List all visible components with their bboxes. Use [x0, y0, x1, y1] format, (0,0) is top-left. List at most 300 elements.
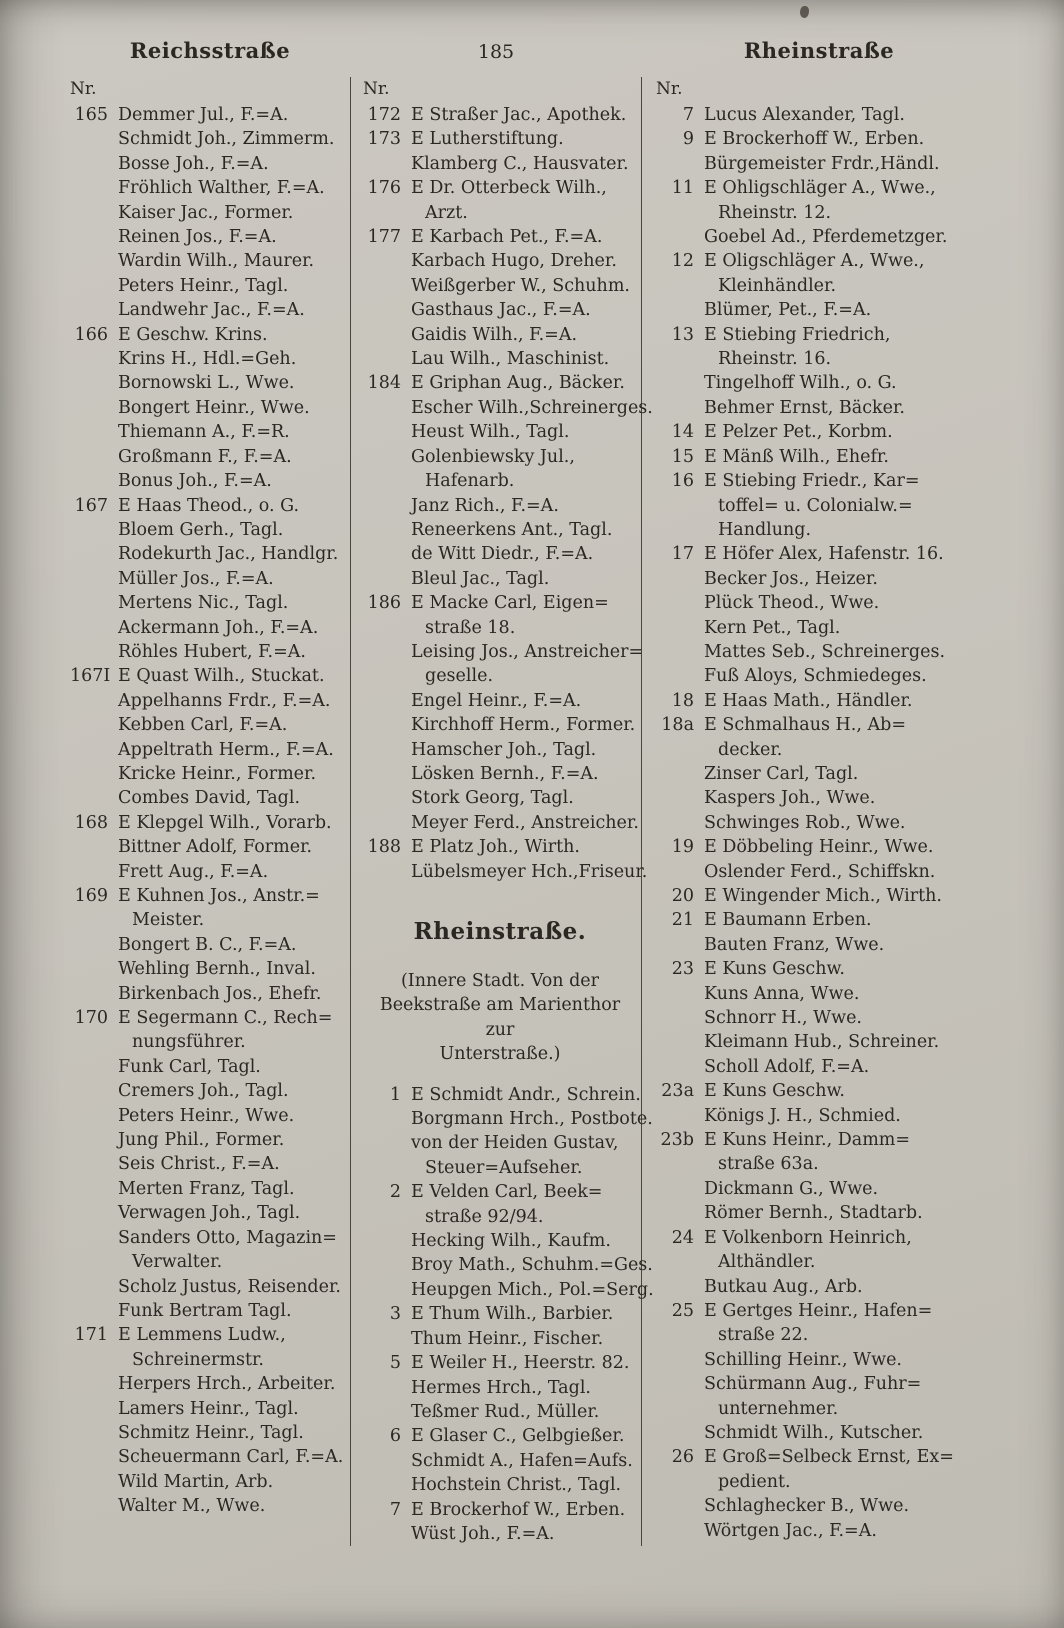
entry-text: E Brockerhof W., Erben.	[411, 1499, 626, 1520]
entry-text: de Witt Diedr., F.=A.	[411, 544, 594, 565]
entry-continuation-line	[656, 1152, 996, 1176]
entry-line	[363, 1083, 641, 1107]
entry-text: E Kuns Geschw.	[704, 1081, 845, 1102]
entry-number: 5	[389, 1353, 401, 1374]
entry-text: Verwalter.	[132, 1252, 223, 1273]
entry-continuation-line	[363, 201, 637, 225]
resident-line	[656, 982, 996, 1006]
resident-line	[363, 567, 637, 591]
entry-text: Karbach Hugo, Dreher.	[411, 251, 617, 272]
resident-line	[70, 542, 344, 566]
entry-text: Scholz Justus, Reisender.	[118, 1276, 341, 1297]
entry-text: Borgmann Hrch., Postbote.	[411, 1109, 653, 1130]
entry-text: Gasthaus Jac., F.=A.	[411, 300, 591, 321]
entry-text: decker.	[718, 739, 783, 760]
columns-container	[70, 77, 996, 1546]
column-2	[350, 77, 654, 1546]
column-3	[642, 77, 996, 1546]
entry-text: Bosse Joh., F.=A.	[118, 153, 269, 174]
entry-text: Goebel Ad., Pferdemetzger.	[704, 227, 948, 248]
entry-number: 176	[367, 178, 401, 199]
resident-line	[70, 1299, 344, 1323]
entry-text: Bloem Gerh., Tagl.	[118, 519, 284, 540]
entry-number: 6	[389, 1426, 401, 1447]
resident-line	[70, 689, 344, 713]
resident-line	[656, 591, 996, 615]
entry-number: 166	[74, 324, 108, 345]
resident-line	[70, 176, 344, 200]
entry-text: Lucus Alexander, Tagl.	[704, 105, 905, 125]
entry-number: 15	[671, 446, 694, 467]
entry-number: 24	[671, 1227, 694, 1248]
entry-text: Heupgen Mich., Pol.=Serg.	[411, 1279, 654, 1300]
entry-text: Ackermann Joh., F.=A.	[118, 617, 319, 638]
entry-continuation-line	[656, 347, 996, 371]
entry-continuation-line	[363, 1156, 637, 1180]
resident-line	[656, 1055, 996, 1079]
entry-text: Hochstein Christ., Tagl.	[411, 1475, 622, 1496]
entry-text: E Griphan Aug., Bäcker.	[411, 373, 625, 394]
entry-text: Bauten Franz, Wwe.	[704, 934, 885, 955]
entry-line	[656, 957, 996, 981]
entry-text: E Döbbeling Heinr., Wwe.	[704, 837, 934, 858]
entry-text: Peters Heinr., Tagl.	[118, 275, 289, 296]
entry-text: Kaspers Joh., Wwe.	[704, 788, 876, 809]
right-street-header: Rheinstraße	[743, 38, 895, 63]
resident-line	[363, 445, 637, 469]
entry-text: E Kuhnen Jos., Anstr.=	[118, 886, 320, 906]
entry-text: Steuer=Aufseher.	[425, 1157, 583, 1178]
entry-number: 3	[389, 1304, 401, 1325]
entry-text: Meister.	[132, 910, 205, 931]
entry-continuation-line	[656, 1470, 996, 1494]
entry-text: E Höfer Alex, Hafenstr. 16.	[704, 544, 944, 565]
resident-line	[363, 689, 637, 713]
resident-line	[70, 1421, 344, 1445]
resident-line	[70, 127, 344, 151]
column-1	[70, 77, 350, 1546]
resident-line	[656, 1494, 996, 1518]
resident-line	[363, 347, 637, 371]
entry-text: Butkau Aug., Arb.	[704, 1276, 863, 1297]
entry-number: 172	[367, 105, 401, 125]
entry-text: Mertens Nic., Tagl.	[118, 593, 289, 614]
entry-continuation-line	[656, 274, 996, 298]
resident-line	[70, 591, 344, 615]
resident-line	[70, 1152, 344, 1176]
resident-line	[363, 762, 637, 786]
entry-line	[363, 103, 637, 127]
resident-line	[363, 1107, 653, 1131]
entry-text: Appelhanns Frdr., F.=A.	[118, 690, 331, 711]
resident-line	[70, 249, 344, 273]
entry-text: E Platz Joh., Wirth.	[411, 837, 580, 858]
entry-number: 177	[367, 227, 401, 248]
entry-continuation-line	[70, 1250, 344, 1274]
resident-line	[656, 640, 996, 664]
resident-line	[363, 1253, 653, 1277]
entry-text: E Kuns Geschw.	[704, 959, 845, 980]
entry-number: 168	[74, 812, 108, 833]
entry-text: Wild Martin, Arb.	[118, 1471, 274, 1492]
resident-line	[363, 494, 637, 518]
resident-line	[70, 1470, 344, 1494]
entry-line	[656, 1079, 996, 1103]
entry-text: Plück Theod., Wwe.	[704, 593, 880, 614]
entry-number: 18a	[661, 715, 694, 736]
entry-number: 1	[389, 1084, 401, 1105]
resident-line	[70, 371, 344, 395]
entry-line	[656, 1299, 996, 1323]
entry-text: Bongert B. C., F.=A.	[118, 934, 297, 955]
entry-line	[363, 1498, 637, 1522]
entry-line	[70, 494, 344, 518]
entry-text: E Schmalhaus H., Ab=	[704, 715, 906, 736]
entry-text: Schilling Heinr., Wwe.	[704, 1349, 902, 1370]
entry-text: Weißgerber W., Schuhm.	[411, 275, 630, 296]
nr-label: Nr.	[363, 79, 390, 99]
entry-continuation-line	[70, 1348, 344, 1372]
entry-text: Reneerkens Ant., Tagl.	[411, 519, 613, 540]
resident-line	[70, 298, 344, 322]
resident-line	[656, 933, 996, 957]
entry-text: Jung Phil., Former.	[118, 1130, 285, 1151]
resident-line	[656, 1177, 996, 1201]
entry-text: Demmer Jul., F.=A.	[118, 105, 289, 125]
entry-text: Herpers Hrch., Arbeiter.	[118, 1374, 336, 1395]
resident-line	[656, 664, 996, 688]
entry-text: Bittner Adolf, Former.	[118, 837, 313, 858]
entry-text: Gaidis Wilh., F.=A.	[411, 324, 578, 345]
entry-line	[656, 884, 996, 908]
entry-continuation-line	[656, 1250, 996, 1274]
entry-text: Kern Pet., Tagl.	[704, 617, 841, 638]
entry-text: Lau Wilh., Maschinist.	[411, 349, 610, 370]
entry-text: Schmidt Joh., Zimmerm.	[118, 129, 335, 150]
entry-line	[656, 420, 996, 444]
entry-text: Rheinstr. 16.	[718, 349, 832, 370]
entry-text: Rheinstr. 12.	[718, 202, 832, 223]
entry-number: 9	[682, 129, 694, 150]
resident-line	[70, 933, 344, 957]
resident-line	[70, 152, 344, 176]
entry-text: Hamscher Joh., Tagl.	[411, 739, 597, 760]
entry-text: Wardin Wilh., Maurer.	[118, 251, 315, 272]
entry-number: 7	[682, 105, 694, 125]
entry-number: 23a	[661, 1081, 694, 1102]
entry-text: Broy Math., Schuhm.=Ges.	[411, 1255, 653, 1276]
resident-line	[70, 1445, 344, 1469]
resident-line	[656, 1006, 996, 1030]
resident-line	[656, 225, 996, 249]
resident-line	[70, 469, 344, 493]
resident-line	[70, 1201, 344, 1225]
resident-line	[70, 1128, 344, 1152]
resident-line	[70, 201, 344, 225]
entry-line	[656, 176, 996, 200]
entry-text: Heust Wilh., Tagl.	[411, 422, 570, 443]
entry-text: Hermes Hrch., Tagl.	[411, 1377, 591, 1398]
section-heading: Rheinstraße.	[413, 918, 587, 945]
entry-number: 167	[74, 495, 108, 516]
entry-text: Blümer, Pet., F.=A.	[704, 300, 872, 321]
entry-text: Lamers Heinr., Tagl.	[118, 1398, 299, 1419]
entry-continuation-line	[656, 494, 996, 518]
entry-line	[656, 689, 996, 713]
resident-line	[363, 1376, 637, 1400]
resident-line	[656, 567, 996, 591]
resident-line	[363, 860, 648, 884]
entry-line	[70, 1323, 344, 1347]
entry-text: E Groß=Selbeck Ernst, Ex=	[704, 1447, 954, 1468]
entry-text: Teßmer Rud., Müller.	[411, 1401, 600, 1422]
entry-number: 14	[671, 422, 694, 443]
entry-text: E Glaser C., Gelbgießer.	[411, 1426, 625, 1447]
entry-text: Wehling Bernh., Inval.	[118, 959, 316, 980]
resident-line	[70, 1397, 344, 1421]
resident-line	[363, 640, 644, 664]
entry-text: Seis Christ., F.=A.	[118, 1154, 280, 1175]
entry-text: Fröhlich Walther, F.=A.	[118, 178, 325, 199]
entry-line	[656, 127, 996, 151]
entry-text: Kricke Heinr., Former.	[118, 763, 317, 784]
entry-text: Frett Aug., F.=A.	[118, 861, 269, 882]
resident-line	[363, 738, 637, 762]
entry-text: E Haas Theod., o. G.	[118, 495, 300, 516]
entry-text: Dickmann G., Wwe.	[704, 1178, 879, 1199]
entry-line	[656, 249, 996, 273]
scan-speck	[800, 6, 809, 18]
page-number: 185	[477, 41, 515, 63]
resident-line	[363, 152, 637, 176]
entry-text: Golenbiewsky Jul.,	[411, 446, 575, 467]
entry-text: Schmitz Heinr., Tagl.	[118, 1422, 304, 1443]
entry-text: Appeltrath Herm., F.=A.	[118, 739, 334, 760]
entry-text: Reinen Jos., F.=A.	[118, 227, 277, 248]
resident-line	[70, 518, 344, 542]
entry-text: Kebben Carl, F.=A.	[118, 715, 288, 736]
entry-continuation-line	[363, 1205, 637, 1229]
entry-text: Bleul Jac., Tagl.	[411, 568, 550, 589]
resident-line	[70, 738, 344, 762]
entry-number: 171	[74, 1325, 108, 1346]
entry-text: E Thum Wilh., Barbier.	[411, 1304, 614, 1325]
resident-line	[363, 1131, 637, 1155]
entry-text: Funk Bertram Tagl.	[118, 1300, 292, 1321]
resident-line	[363, 542, 637, 566]
resident-line	[656, 860, 996, 884]
resident-line	[70, 1079, 344, 1103]
spacer	[363, 1067, 637, 1083]
entry-text: E Velden Carl, Beek=	[411, 1182, 603, 1203]
entry-text: straße 22.	[718, 1325, 809, 1346]
resident-line	[70, 445, 344, 469]
entry-line	[656, 1128, 996, 1152]
resident-line	[70, 1104, 344, 1128]
entry-text: E Quast Wilh., Stuckat.	[118, 666, 325, 687]
entry-text: Funk Carl, Tagl.	[118, 1056, 261, 1077]
resident-line	[70, 1177, 344, 1201]
resident-line	[656, 1348, 996, 1372]
resident-line	[70, 420, 344, 444]
entry-text: E Pelzer Pet., Korbm.	[704, 422, 893, 443]
entry-number: 17	[671, 544, 694, 565]
entry-text: Rodekurth Jac., Handlgr.	[118, 544, 339, 565]
entry-text: Combes David, Tagl.	[118, 788, 301, 809]
resident-line	[656, 1519, 996, 1543]
entry-continuation-line	[656, 738, 996, 762]
entry-continuation-line	[363, 664, 637, 688]
page-header	[70, 38, 996, 63]
resident-line	[363, 713, 637, 737]
resident-line	[656, 1030, 996, 1054]
entry-continuation-line	[70, 1030, 344, 1054]
entry-number: 2	[389, 1182, 401, 1203]
entry-text: pedient.	[718, 1471, 791, 1492]
resident-line	[363, 249, 637, 273]
entry-text: Hecking Wilh., Kaufm.	[411, 1231, 611, 1252]
entry-text: Kleimann Hub., Schreiner.	[704, 1032, 940, 1053]
resident-line	[363, 1278, 654, 1302]
resident-line	[363, 298, 637, 322]
resident-line	[656, 811, 996, 835]
entry-text: Königs J. H., Schmied.	[704, 1105, 901, 1126]
entry-text: Thum Heinr., Fischer.	[411, 1328, 604, 1349]
entry-line	[363, 1351, 637, 1375]
entry-text: E Kuns Heinr., Damm=	[704, 1130, 911, 1151]
page-content	[70, 38, 996, 1546]
entry-continuation-line	[656, 201, 996, 225]
entry-text: Bonus Joh., F.=A.	[118, 471, 272, 492]
entry-text: Kleinhändler.	[718, 275, 837, 296]
entry-line	[656, 469, 996, 493]
column-2-lines	[363, 103, 654, 1546]
left-street-header: Reichsstraße	[129, 38, 291, 63]
entry-text: Wörtgen Jac., F.=A.	[704, 1520, 877, 1541]
entry-line	[363, 371, 637, 395]
resident-line	[363, 1449, 637, 1473]
entry-text: Schwinges Rob., Wwe.	[704, 812, 906, 833]
resident-line	[656, 762, 996, 786]
resident-line	[656, 152, 996, 176]
resident-line	[70, 762, 344, 786]
entry-number: 167I	[70, 666, 111, 687]
nr-label: Nr.	[70, 79, 97, 99]
entry-text: E Baumann Erben.	[704, 910, 872, 931]
column-1-lines	[70, 103, 344, 1519]
entry-line	[70, 103, 344, 127]
entry-text: Kaiser Jac., Former.	[118, 202, 294, 223]
entry-text: von der Heiden Gustav,	[411, 1133, 619, 1154]
entry-text: Sanders Otto, Magazin=	[118, 1227, 337, 1248]
entry-text: Verwagen Joh., Tagl.	[118, 1203, 301, 1224]
entry-text: geselle.	[425, 666, 494, 687]
entry-text: Birkenbach Jos., Ehefr.	[118, 983, 322, 1004]
entry-line	[656, 1226, 996, 1250]
entry-text: E Ohligschläger A., Wwe.,	[704, 178, 936, 199]
entry-line	[656, 445, 996, 469]
entry-text: E Haas Math., Händler.	[704, 690, 913, 711]
entry-text: toffel= u. Colonialw.=	[718, 495, 913, 516]
entry-line	[363, 1302, 637, 1326]
entry-line	[363, 127, 637, 151]
entry-text: Handlung.	[718, 519, 812, 540]
entry-text: Stork Georg, Tagl.	[411, 788, 574, 809]
entry-text: Janz Rich., F.=A.	[411, 495, 559, 516]
resident-line	[656, 786, 996, 810]
entry-number: 12	[671, 251, 694, 272]
resident-line	[70, 616, 344, 640]
entry-number: 25	[671, 1300, 694, 1321]
entry-text: Schürmann Aug., Fuhr=	[704, 1374, 922, 1395]
entry-text: straße 18.	[425, 617, 516, 638]
entry-text: Walter M., Wwe.	[118, 1496, 266, 1517]
entry-text: E Stiebing Friedrich,	[704, 324, 891, 345]
entry-number: 186	[367, 593, 401, 614]
entry-text: Althändler.	[718, 1252, 816, 1273]
entry-text: Mattes Seb., Schreinerges.	[704, 641, 946, 662]
resident-line	[70, 1275, 344, 1299]
entry-text: Krins H., Hdl.=Geh.	[118, 349, 297, 370]
entry-continuation-line	[363, 469, 637, 493]
resident-line	[363, 1229, 637, 1253]
entry-number: 19	[671, 837, 694, 858]
resident-line	[656, 616, 996, 640]
entry-text: Schmidt A., Hafen=Aufs.	[411, 1450, 633, 1471]
entry-line	[656, 542, 996, 566]
entry-text: E Gertges Heinr., Hafen=	[704, 1300, 933, 1321]
entry-text: Müller Jos., F.=A.	[118, 568, 274, 589]
entry-line	[363, 176, 637, 200]
resident-line	[656, 1372, 996, 1396]
resident-line	[70, 347, 344, 371]
entry-text: Wüst Joh., F.=A.	[411, 1523, 555, 1544]
resident-line	[656, 1104, 996, 1128]
resident-line	[70, 713, 344, 737]
resident-line	[70, 835, 344, 859]
resident-line	[363, 518, 637, 542]
resident-line	[363, 811, 637, 835]
entry-text: Klamberg C., Hausvater.	[411, 153, 629, 174]
entry-number: 11	[671, 178, 694, 199]
section-note-line: (Innere Stadt. Von der	[400, 971, 600, 991]
column-3-lines	[656, 103, 996, 1543]
entry-text: Arzt.	[425, 202, 468, 223]
entry-text: E Oligschläger A., Wwe.,	[704, 251, 925, 272]
resident-line	[70, 1055, 344, 1079]
entry-text: Hafenarb.	[425, 471, 515, 492]
entry-text: E Lemmens Ludw.,	[118, 1325, 286, 1346]
section-note-line: Unterstraße.)	[439, 1044, 561, 1065]
entry-text: Engel Heinr., F.=A.	[411, 690, 582, 711]
entry-number: 170	[74, 1008, 108, 1029]
entry-text: Bongert Heinr., Wwe.	[118, 397, 310, 418]
resident-line	[363, 1400, 637, 1424]
resident-line	[363, 1473, 637, 1497]
resident-line	[70, 225, 344, 249]
entry-text: E Geschw. Krins.	[118, 324, 268, 345]
entry-line	[656, 713, 996, 737]
entry-line	[656, 835, 996, 859]
entry-text: Schreinermstr.	[132, 1349, 264, 1370]
entry-line	[70, 811, 344, 835]
entry-text: E Straßer Jac., Apothek.	[411, 105, 627, 125]
resident-line	[656, 298, 996, 322]
entry-text: E Macke Carl, Eigen=	[411, 593, 609, 614]
entry-text: E Brockerhoff W., Erben.	[704, 129, 925, 150]
entry-line	[656, 908, 996, 932]
entry-line	[70, 884, 344, 908]
